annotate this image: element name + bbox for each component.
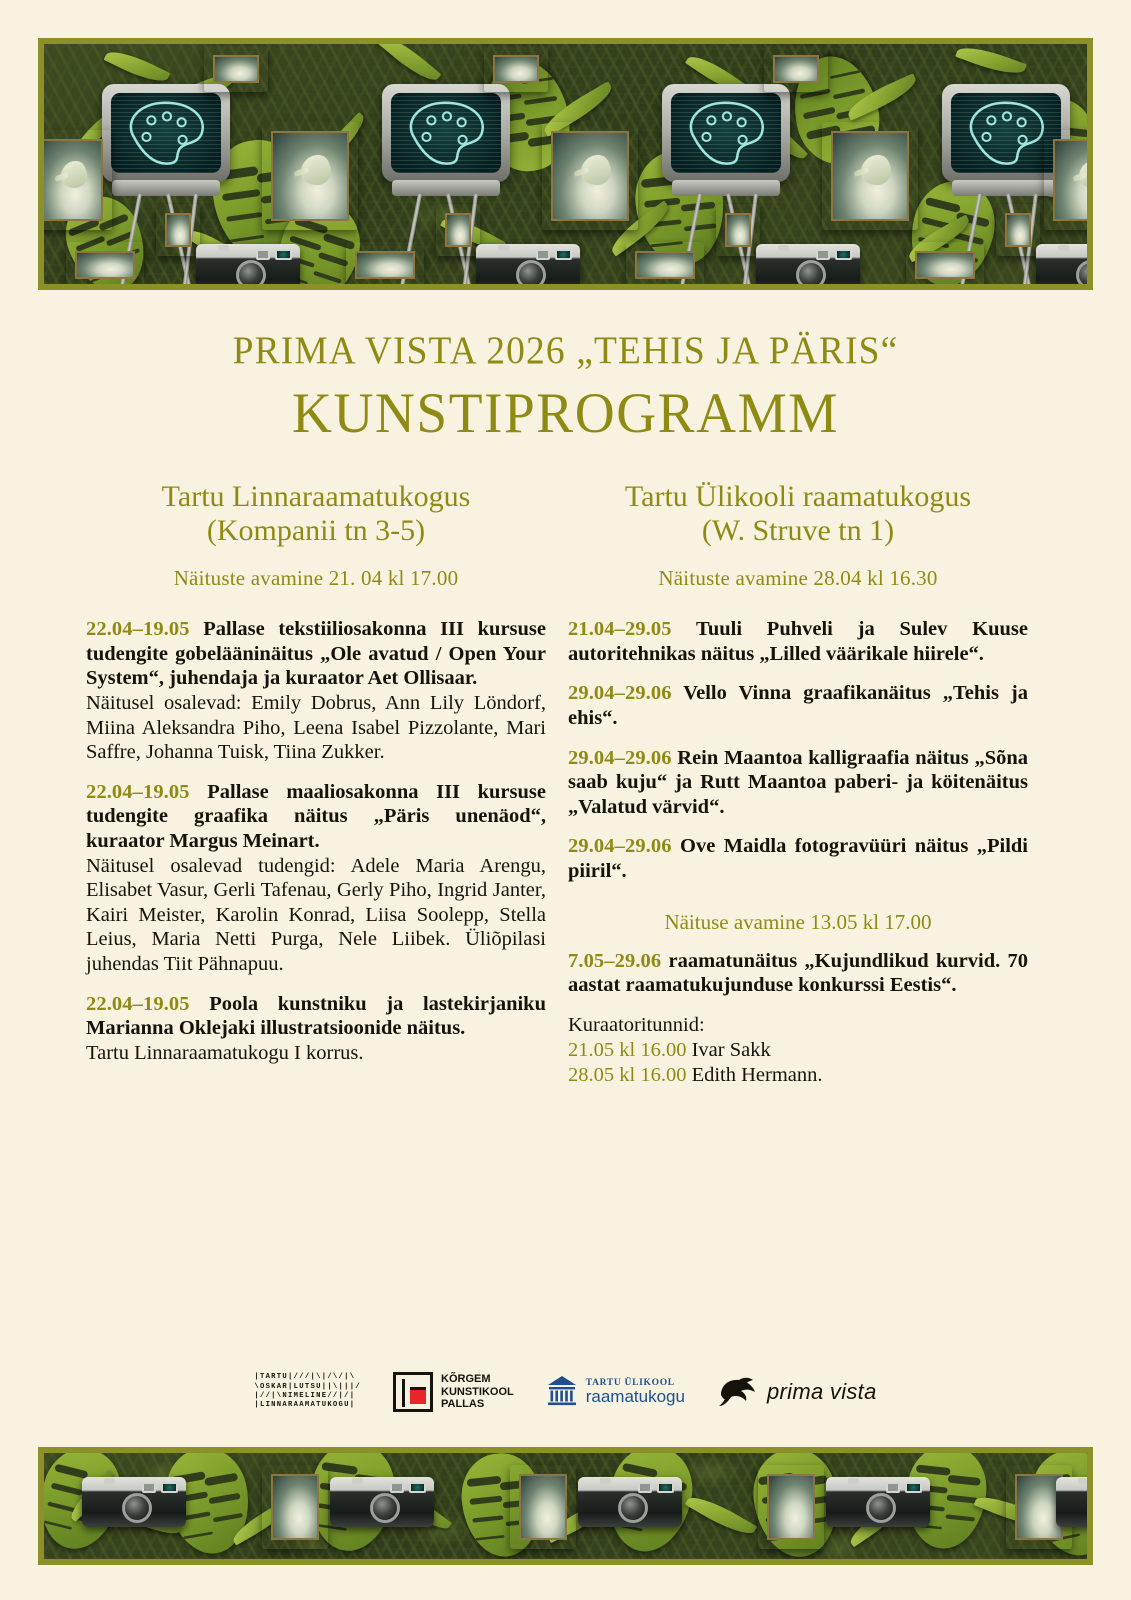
- camera-icon: [330, 1477, 434, 1527]
- gold-frame-icon: [262, 1465, 328, 1549]
- gold-frame-icon: [996, 204, 1040, 256]
- camera-icon: [1036, 244, 1093, 290]
- programme-columns: [0, 480, 1131, 1088]
- logo-prima-vista: [717, 1375, 877, 1409]
- logo-line: KUNSTIKOOL: [441, 1385, 514, 1398]
- crt-tv-icon: [662, 84, 790, 182]
- gold-frame-icon: [716, 204, 760, 256]
- bird-painting-icon: [301, 155, 331, 184]
- logo-line: TARTU ÜLIKOOL: [585, 1378, 675, 1389]
- entry-text: Ove Maidla fotogravüüri näitus „Pildi piiril“.: [568, 835, 1028, 882]
- venue-name: Tartu Ülikooli raamatukogus: [624, 480, 972, 513]
- logo-strip: [0, 1372, 1131, 1412]
- logo-korgem-kunstikool-pallas: [393, 1372, 514, 1412]
- logo-line: \OSKAR|LUTSU||\|||/: [254, 1382, 361, 1391]
- bird-painting-icon: [61, 161, 87, 188]
- gold-frame-icon: [1044, 130, 1093, 230]
- gold-frame-icon: [262, 122, 358, 230]
- entry-text: Tuuli Puhveli ja Sulev Kuuse autoritehnikas näitus „Lilled väärikale hiirele“.: [568, 618, 1028, 665]
- curator-hours-row: [568, 1038, 1028, 1063]
- venue-heading-city-library: [86, 480, 546, 547]
- entry-text: Poola kunstniku ja lastekirjaniku Marianna Oklejaki illustratsioonide näitus.: [86, 992, 546, 1040]
- entry-date: 29.04–29.06: [568, 682, 672, 705]
- logo-line: |//|\NIMELINE//|/|: [254, 1392, 356, 1400]
- logo-line: PALLAS: [441, 1398, 485, 1411]
- logo-prima-vista-text: prima vista: [766, 1379, 877, 1404]
- programme-entry: [86, 992, 546, 1066]
- logo-line: |TARTU|///|\|/\/|\: [254, 1373, 356, 1382]
- camera-icon: [756, 244, 860, 290]
- curator-hours-name: Ivar Sakk: [686, 1038, 771, 1061]
- entry-date: 29.04–29.06: [568, 835, 672, 858]
- gold-frame-icon: [758, 1465, 824, 1549]
- curator-hours-block: [568, 1013, 1028, 1088]
- venue-heading-university-library: [568, 480, 1028, 547]
- camera-icon: [1056, 1477, 1093, 1527]
- entry-date: 21.04–29.05: [568, 618, 672, 641]
- gold-frame-icon: [484, 46, 548, 92]
- curator-hours-time: 28.05 kl 16.00: [568, 1063, 687, 1086]
- column-city-library: [86, 480, 546, 1088]
- bird-painting-icon: [1079, 161, 1093, 188]
- programme-entry: [568, 617, 1028, 666]
- curator-hours-row: [568, 1063, 1028, 1088]
- logo-tartu-linnaraamatukogu: [254, 1373, 361, 1411]
- logo-line: KÕRGEM: [441, 1373, 491, 1386]
- entry-note: Näitusel osalevad tudengid: Adele Maria Arengu, Elisabet Vasur, Gerli Tafenau, Gerly Piho, Ingrid Janter, Kairi Meister, Karolin Konrad, Liisa Soolepp, Stella Leius, Maria Netti Purga, Nele Liibek. Üliõpilasi juhendas Tiit Pähnapuu.: [86, 854, 546, 975]
- gold-frame-icon: [66, 242, 144, 288]
- programme-entry: [568, 681, 1028, 730]
- curator-hours-name: Edith Hermann.: [686, 1063, 823, 1086]
- logo-tartu-ulikooli-raamatukogu: [546, 1374, 685, 1410]
- bird-painting-icon: [861, 155, 891, 184]
- entry-date: 29.04–29.06: [568, 746, 672, 769]
- gold-frame-icon: [764, 46, 828, 92]
- gold-frame-icon: [436, 204, 480, 256]
- entry-text: Pallase maaliosakonna III kursuse tudengite graafika näitus „Päris unenäod“, kuraator Margus Meinart.: [86, 780, 546, 852]
- programme-entry: [568, 949, 1028, 998]
- opening-time-university-library: Näituste avamine 28.04 kl 16.30: [658, 566, 938, 591]
- page-title: KUNSTIPROGRAMM: [291, 382, 840, 445]
- gold-frame-icon: [346, 242, 424, 288]
- camera-icon: [196, 244, 300, 290]
- entry-text: Rein Maantoa kalligraafia näitus „Sõna saab kuju“ ja Rutt Maantoa paberi- ja köitenäitus „Valatud värvid“.: [568, 746, 1028, 818]
- gold-frame-icon: [156, 204, 200, 256]
- entry-note: Tartu Linnaraamatukogu I korrus.: [86, 1041, 364, 1064]
- venue-name: Tartu Linnaraamatukogus: [161, 480, 471, 513]
- entry-date: 22.04–19.05: [86, 780, 190, 803]
- logo-tartu-linnaraamatukogu-text: [254, 1373, 361, 1411]
- gold-frame-icon: [822, 122, 918, 230]
- entry-date: 22.04–19.05: [86, 992, 190, 1015]
- programme-entry: [86, 780, 546, 977]
- palette-icon: [391, 93, 501, 173]
- camera-icon: [826, 1477, 930, 1527]
- second-opening-time: Näituse avamine 13.05 kl 17.00: [664, 909, 932, 934]
- venue-address: (W. Struve tn 1): [701, 513, 895, 547]
- crt-tv-icon: [102, 84, 230, 182]
- camera-icon: [476, 244, 580, 290]
- curator-hours-label: Kuraatoritunnid:: [568, 1013, 705, 1036]
- pallas-mark-icon: [393, 1372, 433, 1412]
- entry-text: Vello Vinna graafikanäitus „Tehis ja ehis“.: [568, 682, 1028, 729]
- poster-content: [0, 300, 1131, 1088]
- camera-icon: [578, 1477, 682, 1527]
- entry-list-university-library: [568, 617, 1028, 1088]
- logo-line: raamatukogu: [585, 1387, 685, 1407]
- opening-time-city-library: Näituste avamine 21. 04 kl 17.00: [173, 566, 459, 591]
- top-decorative-banner: [38, 38, 1093, 290]
- curator-hours-time: 21.05 kl 16.00: [568, 1038, 687, 1061]
- programme-entry: [86, 617, 546, 765]
- camera-icon: [82, 1477, 186, 1527]
- palette-icon: [111, 93, 221, 173]
- programme-entry: [568, 834, 1028, 883]
- gold-frame-icon: [510, 1465, 576, 1549]
- gold-frame-icon: [626, 242, 704, 288]
- gold-frame-icon: [906, 242, 984, 288]
- university-building-icon: [546, 1374, 578, 1410]
- venue-address: (Kompanii tn 3-5): [206, 513, 426, 547]
- palette-icon: [671, 93, 781, 173]
- entry-date: 7.05–29.06: [568, 949, 662, 972]
- gold-frame-icon: [542, 122, 638, 230]
- programme-entry: [568, 746, 1028, 820]
- bottom-decorative-banner: [38, 1447, 1093, 1565]
- entry-text: raamatunäitus „Kujundlikud kurvid. 70 aastat raamatukujunduse konkurssi Eestis“.: [568, 949, 1028, 997]
- page-title-subtitle: PRIMA VISTA 2026 „TEHIS JA PÄRIS“: [232, 329, 899, 372]
- entry-note: Näitusel osalevad: Emily Dobrus, Ann Lily Löndorf, Miina Aleksandra Piho, Leena Isabel Pizzolante, Mari Saffre, Johanna Tuisk, Tiina Zukker.: [86, 691, 546, 764]
- entry-date: 22.04–19.05: [86, 618, 190, 641]
- gold-frame-icon: [204, 46, 268, 92]
- bird-painting-icon: [581, 155, 611, 184]
- prima-vista-bird-icon: [717, 1375, 759, 1409]
- crt-tv-icon: [382, 84, 510, 182]
- poster-title-block: [0, 328, 1131, 446]
- column-university-library: [568, 480, 1028, 1088]
- gold-frame-icon: [38, 130, 112, 230]
- logo-line: |LINNARAAMATUKOGU|: [254, 1401, 356, 1410]
- logo-pallas-text: [441, 1373, 514, 1410]
- entry-text: Pallase tekstiiliosakonna III kursuse tudengite gobelääninäitus „Ole avatud / Open Your System“, juhendaja ja kuraator Aet Ollisaar.: [86, 618, 546, 690]
- logo-ut-text: [586, 1378, 685, 1406]
- entry-list-city-library: [86, 617, 546, 1065]
